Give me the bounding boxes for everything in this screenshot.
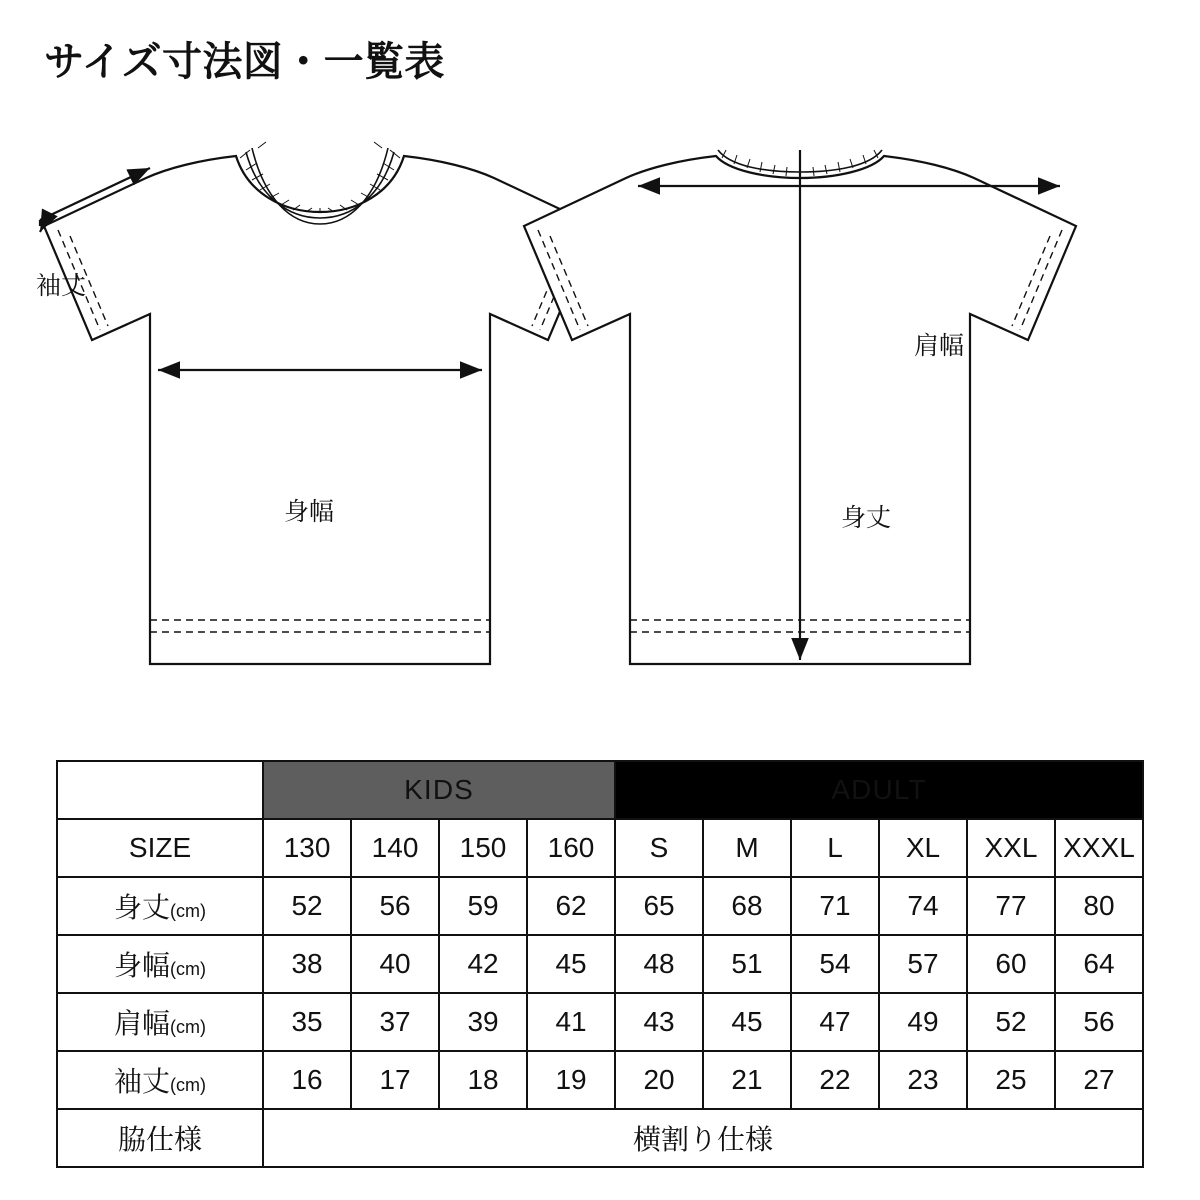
table-row-side-spec xyxy=(57,1109,1143,1167)
cell-chest-width-xxxl: 64 xyxy=(1055,935,1143,993)
cell-body-length-xxl: 77 xyxy=(967,877,1055,935)
t-shirt-front-view xyxy=(44,156,596,664)
size-cell-xxl: XXL xyxy=(967,819,1055,877)
row-label-shoulder-width xyxy=(57,993,263,1051)
label-body-length-back: 身丈 xyxy=(841,504,892,532)
label-chest-width-front: 身幅 xyxy=(284,498,335,526)
cell-sleeve-length-xxl: 25 xyxy=(967,1051,1055,1109)
cell-body-length-130: 52 xyxy=(263,877,351,935)
row-label-side-spec: 脇仕様 xyxy=(57,1109,263,1167)
cell-chest-width-130: 38 xyxy=(263,935,351,993)
size-cell-xl: XL xyxy=(879,819,967,877)
row-label-body-length-unit: (cm) xyxy=(170,901,207,921)
cell-sleeve-length-160: 19 xyxy=(527,1051,615,1109)
row-label-sleeve-length xyxy=(57,1051,263,1109)
cell-body-length-m: 68 xyxy=(703,877,791,935)
cell-body-length-150: 59 xyxy=(439,877,527,935)
cell-shoulder-width-xl: 49 xyxy=(879,993,967,1051)
table-row-body-length xyxy=(57,877,1143,935)
row-label-sleeve-length-unit: (cm) xyxy=(170,1075,207,1095)
table-row-size xyxy=(57,819,1143,877)
cell-body-length-xxxl: 80 xyxy=(1055,877,1143,935)
size-cell-160: 160 xyxy=(527,819,615,877)
cell-shoulder-width-130: 35 xyxy=(263,993,351,1051)
page-title: サイズ寸法図・一覧表 xyxy=(44,40,445,84)
label-sleeve-length-front: 袖丈 xyxy=(36,272,87,300)
row-label-body-length xyxy=(57,877,263,935)
cell-side-spec-value: 横割り仕様 xyxy=(263,1109,1143,1167)
size-chart-table xyxy=(56,760,1144,1168)
group-header-adult: ADULT xyxy=(615,761,1143,819)
cell-chest-width-150: 42 xyxy=(439,935,527,993)
size-chart-table-wrap xyxy=(56,760,1144,1168)
cell-chest-width-m: 51 xyxy=(703,935,791,993)
cell-sleeve-length-130: 16 xyxy=(263,1051,351,1109)
cell-sleeve-length-m: 21 xyxy=(703,1051,791,1109)
cell-chest-width-140: 40 xyxy=(351,935,439,993)
row-label-shoulder-width-text: 肩幅 xyxy=(114,1008,171,1039)
cell-body-length-160: 62 xyxy=(527,877,615,935)
cell-shoulder-width-150: 39 xyxy=(439,993,527,1051)
row-label-chest-width xyxy=(57,935,263,993)
size-cell-s: S xyxy=(615,819,703,877)
cell-body-length-140: 56 xyxy=(351,877,439,935)
table-corner-blank xyxy=(57,761,263,819)
row-label-shoulder-width-unit: (cm) xyxy=(170,1017,207,1037)
cell-chest-width-xxl: 60 xyxy=(967,935,1055,993)
cell-shoulder-width-140: 37 xyxy=(351,993,439,1051)
cell-sleeve-length-140: 17 xyxy=(351,1051,439,1109)
cell-body-length-s: 65 xyxy=(615,877,703,935)
table-row-shoulder-width xyxy=(57,993,1143,1051)
cell-chest-width-s: 48 xyxy=(615,935,703,993)
row-label-chest-width-text: 身幅 xyxy=(114,950,171,981)
size-cell-140: 140 xyxy=(351,819,439,877)
cell-shoulder-width-s: 43 xyxy=(615,993,703,1051)
cell-shoulder-width-l: 47 xyxy=(791,993,879,1051)
table-row-group-header xyxy=(57,761,1143,819)
label-shoulder-width-back: 肩幅 xyxy=(914,332,965,360)
cell-shoulder-width-xxxl: 56 xyxy=(1055,993,1143,1051)
size-cell-130: 130 xyxy=(263,819,351,877)
row-label-size: SIZE xyxy=(57,819,263,877)
group-header-kids: KIDS xyxy=(263,761,615,819)
table-row-sleeve-length xyxy=(57,1051,1143,1109)
size-cell-m: M xyxy=(703,819,791,877)
cell-body-length-xl: 74 xyxy=(879,877,967,935)
size-cell-l: L xyxy=(791,819,879,877)
size-diagram xyxy=(0,108,1200,728)
cell-shoulder-width-160: 41 xyxy=(527,993,615,1051)
cell-sleeve-length-xxxl: 27 xyxy=(1055,1051,1143,1109)
row-label-body-length-text: 身丈 xyxy=(114,892,171,923)
row-label-chest-width-unit: (cm) xyxy=(170,959,207,979)
cell-chest-width-160: 45 xyxy=(527,935,615,993)
cell-sleeve-length-s: 20 xyxy=(615,1051,703,1109)
cell-chest-width-l: 54 xyxy=(791,935,879,993)
size-cell-150: 150 xyxy=(439,819,527,877)
cell-sleeve-length-150: 18 xyxy=(439,1051,527,1109)
cell-sleeve-length-xl: 23 xyxy=(879,1051,967,1109)
shirt-diagram-svg xyxy=(0,108,1200,728)
cell-chest-width-xl: 57 xyxy=(879,935,967,993)
cell-body-length-l: 71 xyxy=(791,877,879,935)
table-row-chest-width xyxy=(57,935,1143,993)
size-cell-xxxl: XXXL xyxy=(1055,819,1143,877)
cell-shoulder-width-m: 45 xyxy=(703,993,791,1051)
cell-sleeve-length-l: 22 xyxy=(791,1051,879,1109)
row-label-sleeve-length-text: 袖丈 xyxy=(114,1066,171,1097)
cell-shoulder-width-xxl: 52 xyxy=(967,993,1055,1051)
